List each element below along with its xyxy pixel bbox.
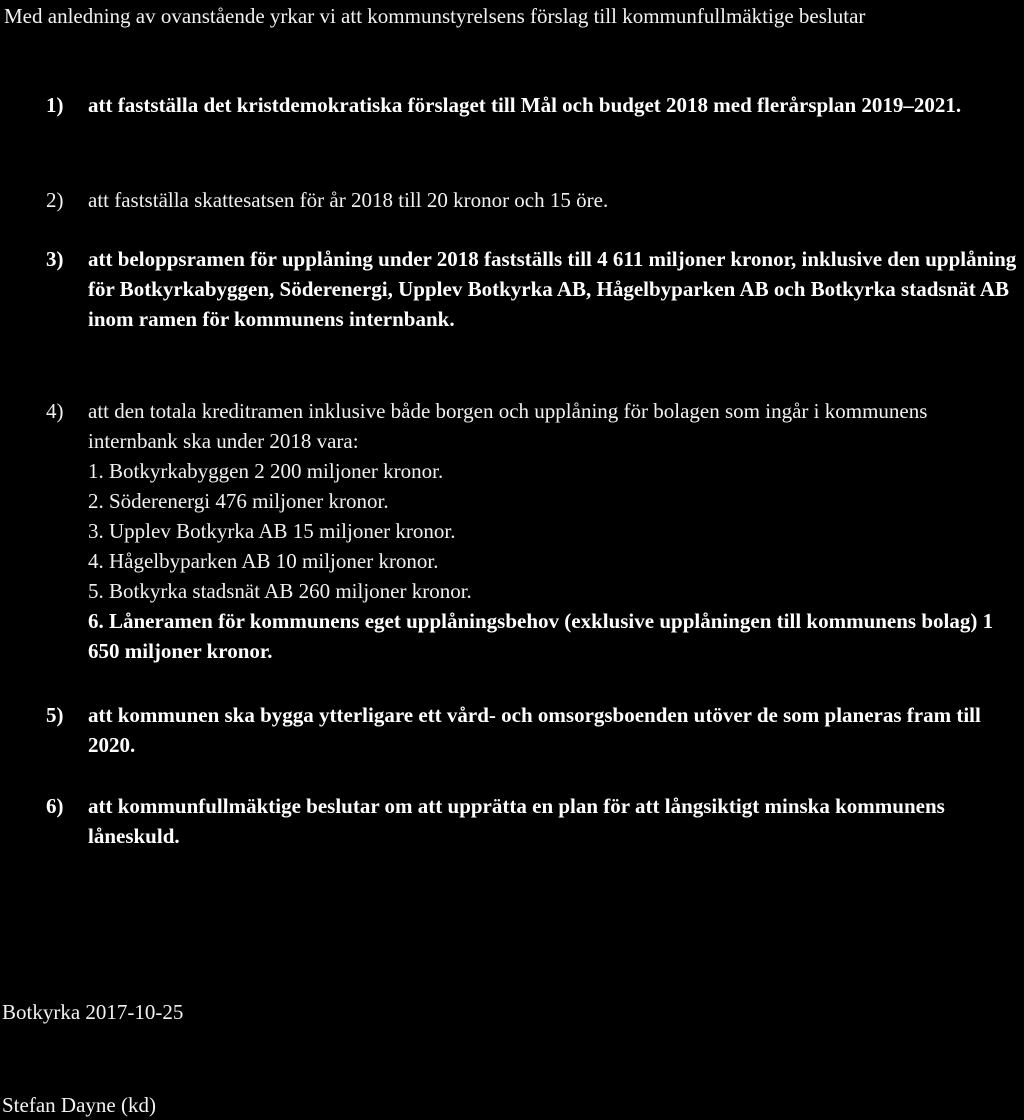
item-text: att beloppsramen för upplåning under 2018 fastställs till 4 611 miljoner kronor, inklusive den upplåning för Botkyrkabyggen, Söderenergi, Upplev Botkyrka AB, Hågelbyparken AB och Botkyrka stadsnät AB inom ramen för kommunens internbank. [88, 247, 1017, 331]
item-number: 4) [46, 399, 64, 423]
credit-limit-item: 5. Botkyrka stadsnät AB 260 miljoner kronor. [88, 579, 472, 603]
decision-item-4 [46, 396, 1021, 666]
credit-limit-item: 2. Söderenergi 476 miljoner kronor. [88, 489, 389, 513]
item-number: 5) [46, 703, 64, 727]
item-text: att den totala kreditramen inklusive både borgen och upplåning för bolagen som ingår i kommunens internbank ska under 2018 vara: [88, 399, 928, 453]
decision-item-3 [46, 244, 1021, 334]
item-number: 6) [46, 794, 64, 818]
item-text: att kommunen ska bygga ytterligare ett vård- och omsorgsboenden utöver de som planeras fram till 2020. [88, 703, 981, 757]
intro-paragraph: Med anledning av ovanstående yrkar vi att kommunstyrelsens förslag till kommunfullmäktige beslutar [4, 4, 866, 28]
decision-item-1 [46, 90, 1021, 120]
item-number: 2) [46, 188, 64, 212]
credit-limit-item: 3. Upplev Botkyrka AB 15 miljoner kronor. [88, 519, 456, 543]
item-text: att fastställa det kristdemokratiska förslaget till Mål och budget 2018 med flerårsplan 2019–2021. [88, 93, 962, 117]
item-text: att kommunfullmäktige beslutar om att upprätta en plan för att långsiktigt minska kommunens låneskuld. [88, 794, 945, 848]
credit-limit-list [88, 456, 1021, 666]
item-text: att fastställa skattesatsen för år 2018 till 20 kronor och 15 öre. [88, 188, 609, 212]
decision-item-5 [46, 700, 1021, 760]
place-date: Botkyrka 2017-10-25 [2, 1000, 184, 1024]
item-number: 1) [46, 93, 64, 117]
decision-item-2 [46, 185, 1021, 215]
credit-limit-item: 6. Låneramen för kommunens eget upplåningsbehov (exklusive upplåningen till kommunens bolag) 1 650 miljoner kronor. [88, 609, 994, 663]
decision-item-6 [46, 791, 1021, 851]
credit-limit-item: 1. Botkyrkabyggen 2 200 miljoner kronor. [88, 459, 444, 483]
credit-limit-item: 4. Hågelbyparken AB 10 miljoner kronor. [88, 549, 439, 573]
signatory-name: Stefan Dayne (kd) [2, 1093, 156, 1117]
item-number: 3) [46, 247, 64, 271]
